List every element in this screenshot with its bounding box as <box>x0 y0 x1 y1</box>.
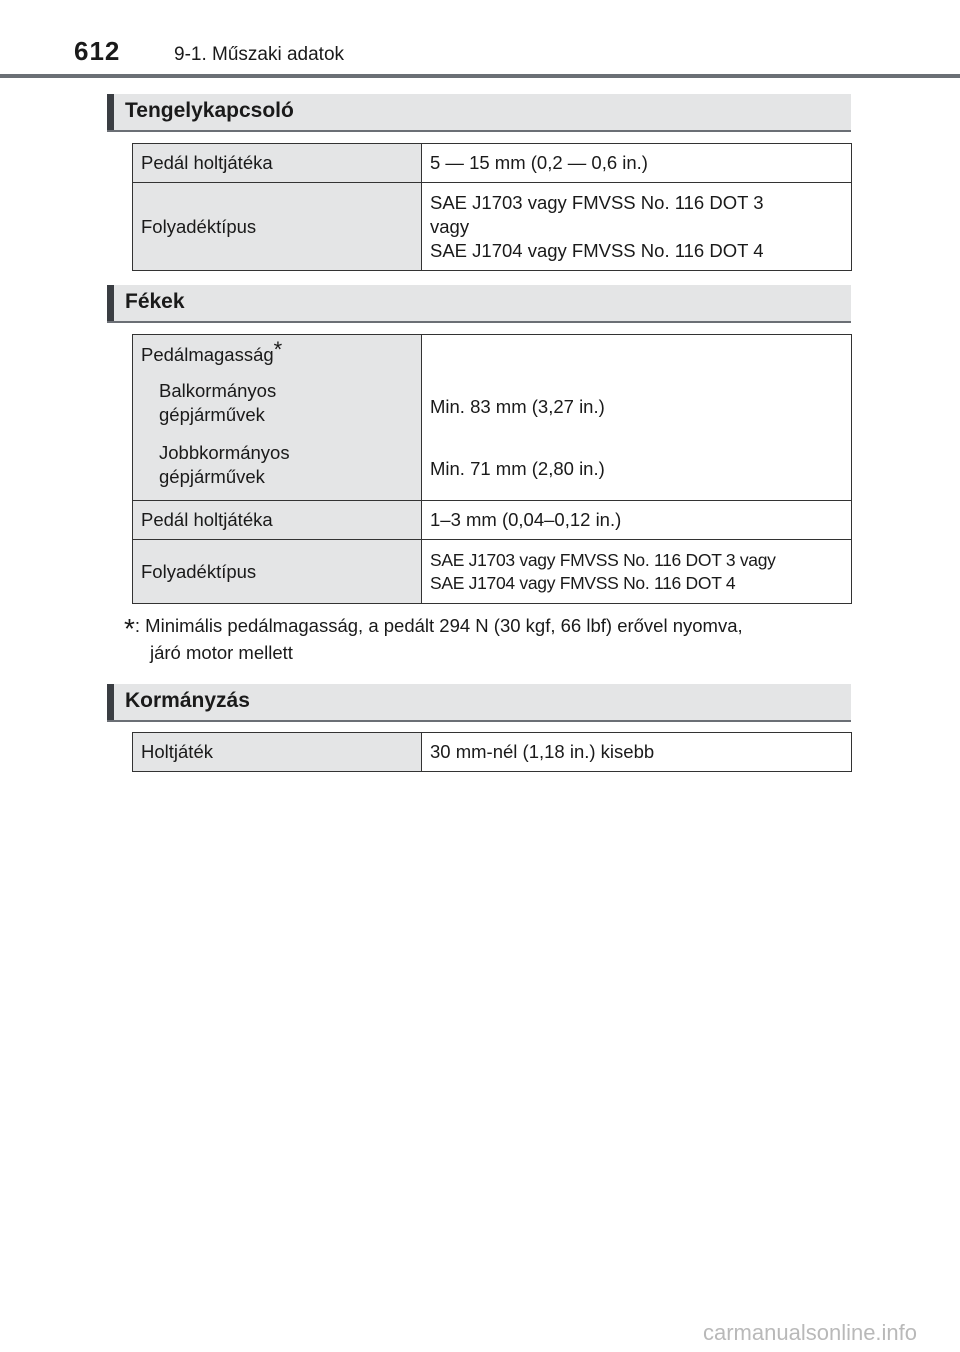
page-header <box>0 0 960 80</box>
clutch-spec-table <box>132 143 852 271</box>
heading-accent-bar <box>107 94 114 130</box>
page-number: 612 <box>74 36 121 66</box>
spec-label: Folyadéktípus <box>133 183 422 271</box>
rhd-label: Jobbkormányos gépjárművek <box>159 442 290 487</box>
value-line: vagy <box>430 215 470 237</box>
section-title: Fékek <box>125 290 185 313</box>
footnote-mark: * <box>124 613 135 644</box>
pedal-height-label-cell <box>133 335 422 501</box>
pedal-height-label: Pedálmagasság* <box>141 337 283 365</box>
value-line: SAE J1704 vagy FMVSS No. 116 DOT 4 <box>430 572 736 593</box>
lhd-label: Balkormányos gépjárművek <box>159 380 277 425</box>
watermark: carmanualsonline.info <box>703 1320 918 1345</box>
section-heading-clutch <box>107 94 851 132</box>
spec-value <box>422 183 852 271</box>
spec-value <box>422 540 852 604</box>
heading-accent-bar <box>107 285 114 321</box>
asterisk: * <box>273 337 283 362</box>
steering-spec-table <box>132 732 852 772</box>
header-divider <box>0 74 960 78</box>
footnote <box>124 612 852 666</box>
spec-label: Folyadéktípus <box>133 540 422 604</box>
value-line: SAE J1703 vagy FMVSS No. 116 DOT 3 vagy <box>430 549 776 570</box>
value-line: SAE J1704 vagy FMVSS No. 116 DOT 4 <box>430 239 764 261</box>
heading-accent-bar <box>107 684 114 720</box>
lhd-value: Min. 83 mm (3,27 in.) <box>430 396 605 417</box>
table-row <box>133 540 852 604</box>
table-row <box>133 501 852 540</box>
pedal-height-values <box>422 335 852 501</box>
table-row <box>133 335 852 501</box>
footnote-line: járó motor mellett <box>150 642 293 663</box>
brakes-spec-table <box>132 334 852 604</box>
spec-label: Pedál holtjátéka <box>133 501 422 540</box>
table-row <box>133 183 852 271</box>
section-title: Kormányzás <box>125 689 250 712</box>
chapter-title: 9-1. Műszaki adatok <box>174 44 345 65</box>
spec-value: 30 mm-nél (1,18 in.) kisebb <box>422 733 852 772</box>
spec-label: Holtjáték <box>133 733 422 772</box>
value-line: SAE J1703 vagy FMVSS No. 116 DOT 3 <box>430 191 764 213</box>
spec-value: 5 — 15 mm (0,2 — 0,6 in.) <box>422 144 852 183</box>
section-heading-brakes <box>107 285 851 323</box>
section-title: Tengelykapcsoló <box>125 99 294 122</box>
footnote-line: *: Minimális pedálmagasság, a pedált 294 N (30 kgf, 66 lbf) erővel nyomva, <box>124 613 743 644</box>
section-heading-steering <box>107 684 851 722</box>
table-row <box>133 144 852 183</box>
rhd-value: Min. 71 mm (2,80 in.) <box>430 458 605 479</box>
spec-value: 1–3 mm (0,04–0,12 in.) <box>422 501 852 540</box>
spec-label: Pedál holtjátéka <box>133 144 422 183</box>
table-row <box>133 733 852 772</box>
